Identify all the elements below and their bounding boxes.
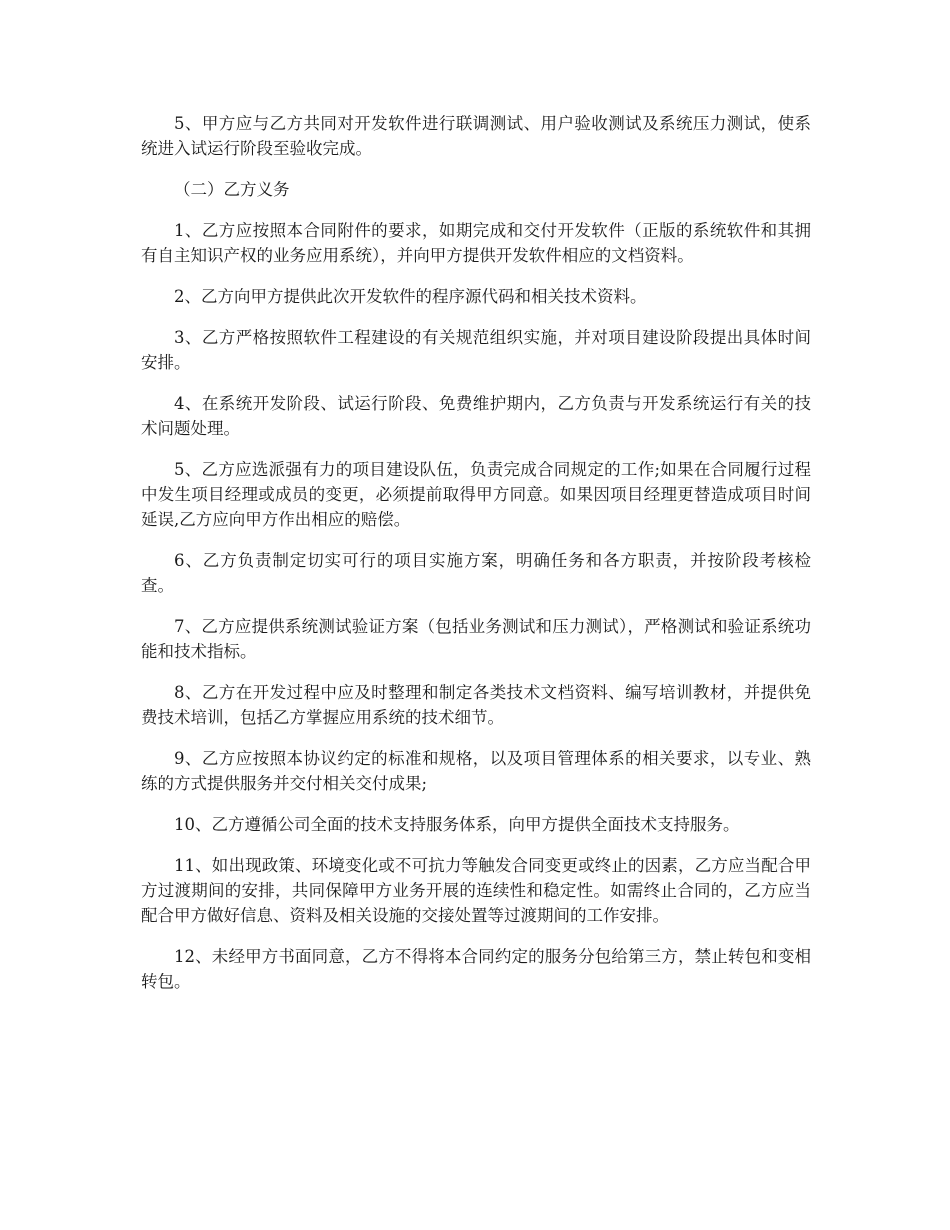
clause-2-source-code: 2、乙方向甲方提供此次开发软件的程序源代码和相关技术资料。	[174, 287, 647, 306]
clause-7-testing-plan: 7、乙方应提供系统测试验证方案（包括业务测试和压力测试），严格测试和验证系统功能和技术指标。	[141, 617, 811, 661]
clause-5-project-team: 5、乙方应选派强有力的项目建设队伍，负责完成合同规定的工作;如果在合同履行过程中发生项目经理或成员的变更，必须提前取得甲方同意。如果因项目经理更替造成项目时间延误,乙方应向甲方作出相应的赔偿。	[141, 460, 811, 529]
document-body	[141, 111, 811, 1010]
clause-12-no-subcontracting: 12、未经甲方书面同意，乙方不得将本合同约定的服务分包给第三方，禁止转包和变相转包。	[141, 947, 811, 991]
clause-11-transition-arrangements: 11、如出现政策、环境变化或不可抗力等触发合同变更或终止的因素，乙方应当配合甲方过渡期间的安排，共同保障甲方业务开展的连续性和稳定性。如需终止合同的，乙方应当配合甲方做好信息、资料及相关设施的交接处置等过渡期间的工作安排。	[141, 856, 811, 925]
clause-6-implementation-plan: 6、乙方负责制定切实可行的项目实施方案，明确任务和各方职责，并按阶段考核检查。	[141, 551, 811, 595]
clause-5-party-a-testing: 5、甲方应与乙方共同对开发软件进行联调测试、用户验收测试及系统压力测试，使系统进入试运行阶段至验收完成。	[141, 114, 811, 158]
clause-8-documentation-training: 8、乙方在开发过程中应及时整理和制定各类技术文档资料、编写培训教材，并提供免费技术培训，包括乙方掌握应用系统的技术细节。	[141, 683, 811, 727]
clause-3-engineering-standards: 3、乙方严格按照软件工程建设的有关规范组织实施，并对项目建设阶段提出具体时间安排。	[141, 328, 811, 372]
clause-9-standards-delivery: 9、乙方应按照本协议约定的标准和规格，以及项目管理体系的相关要求，以专业、熟练的方式提供服务并交付相关交付成果;	[141, 749, 811, 793]
section-heading-party-b-obligations: （二）乙方义务	[174, 180, 290, 199]
clause-4-technical-issues: 4、在系统开发阶段、试运行阶段、免费维护期内，乙方负责与开发系统运行有关的技术问题处理。	[141, 394, 811, 438]
clause-1-deliver-software: 1、乙方应按照本合同附件的要求，如期完成和交付开发软件（正版的系统软件和其拥有自主知识产权的业务应用系统），并向甲方提供开发软件相应的文档资料。	[141, 221, 811, 265]
clause-10-technical-support: 10、乙方遵循公司全面的技术支持服务体系，向甲方提供全面技术支持服务。	[174, 815, 740, 834]
